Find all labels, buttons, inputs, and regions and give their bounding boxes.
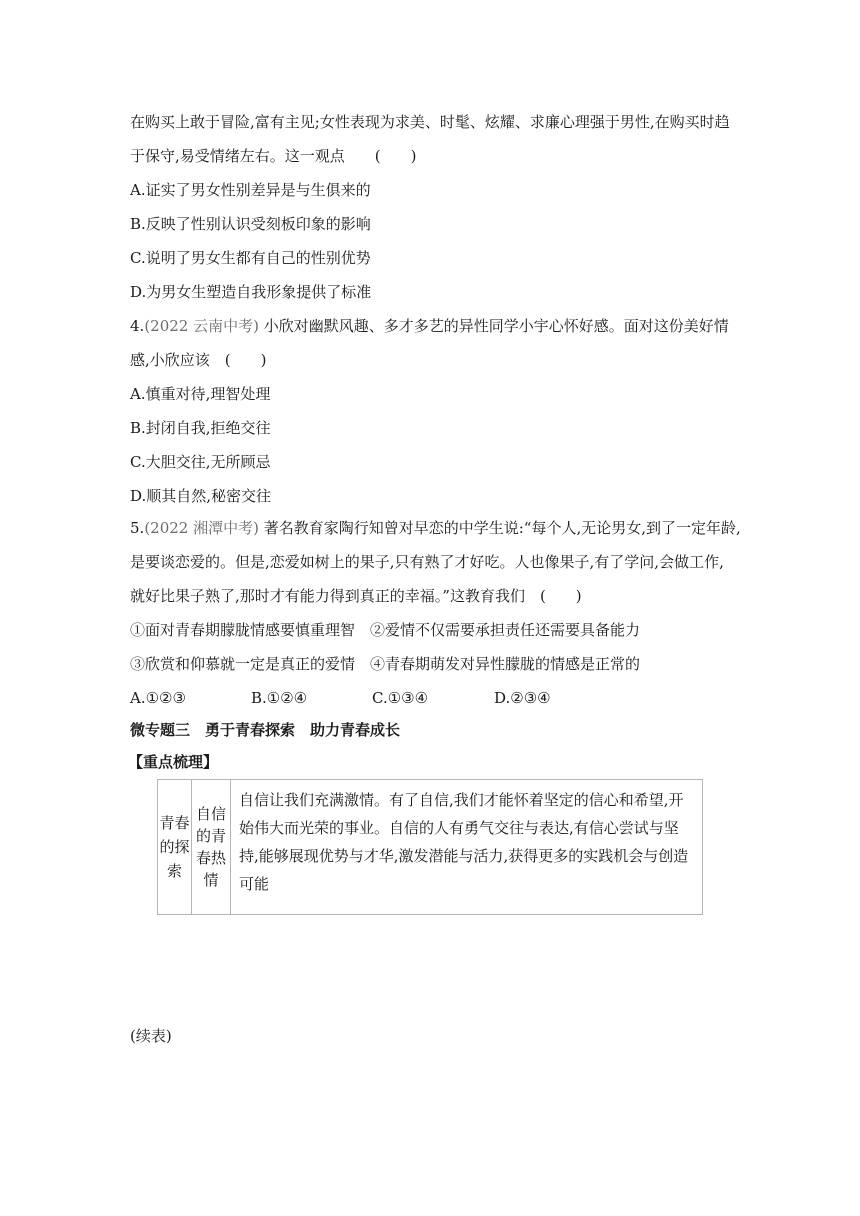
q5-options — [130, 688, 551, 708]
q5-option-c: C.①③④ — [372, 689, 429, 707]
q3-option-b: B.反映了性别认识受刻板印象的影响 — [130, 215, 371, 233]
q3-option-a: A.证实了男女性别差异是与生俱来的 — [130, 181, 371, 199]
q4-option-c: C.大胆交往,无所顾忌 — [130, 453, 271, 471]
q5-line-2: 是要谈恋爱的。但是,恋爱如树上的果子,只有熟了才好吃。人也像果子,有了学问,会做工作, — [130, 553, 724, 571]
q5-line-3: 就好比果子熟了,那时才有能力得到真正的幸福。”这教育我们 ( ) — [130, 587, 582, 605]
q5-option-d: D.②③④ — [494, 689, 551, 707]
q3-line-2: 于保守,易受情绪左右。这一观点 ( ) — [130, 147, 417, 165]
section-title: 微专题三 勇于青春探索 助力青春成长 — [130, 721, 401, 739]
q5-line-1 — [130, 518, 741, 538]
q4-line-2: 感,小欣应该 ( ) — [130, 351, 267, 369]
q3-line-1: 在购买上敢于冒险,富有主见;女性表现为求美、时髦、炫耀、求廉心理强于男性,在购买时趋 — [130, 113, 730, 131]
q5-text: 著名教育家陶行知曾对早恋的中学生说:“每个人,无论男女,到了一定年龄, — [258, 519, 741, 537]
section-subtitle: 【重点梳理】 — [128, 753, 219, 771]
q4-text: 小欣对幽默风趣、多才多艺的异性同学小宇心怀好感。面对这份美好情 — [258, 317, 729, 335]
q3-option-d: D.为男女生塑造自我形象提供了标准 — [130, 283, 372, 301]
q4-option-a: A.慎重对待,理智处理 — [130, 385, 271, 403]
q5-number: 5. — [130, 519, 145, 537]
table-cell-category: 青春的探索 — [158, 780, 192, 915]
q4-option-b: B.封闭自我,拒绝交往 — [130, 419, 271, 437]
q4-source: (2022 云南中考) — [144, 317, 259, 335]
q5-source: (2022 湘潭中考) — [144, 519, 259, 537]
q4-line-1 — [130, 316, 729, 336]
q4-option-d: D.顺其自然,秘密交往 — [130, 487, 272, 505]
q3-option-c: C.说明了男女生都有自己的性别优势 — [130, 249, 371, 267]
q5-option-b: B.①②④ — [251, 689, 308, 707]
q5-statements-1: ①面对青春期朦胧情感要慎重理智 ②爱情不仅需要承担责任还需要具备能力 — [130, 621, 641, 639]
q5-statements-2: ③欣赏和仰慕就一定是真正的爱情 ④青春期萌发对异性朦胧的情感是正常的 — [130, 655, 641, 673]
table-cell-content: 自信让我们充满激情。有了自信,我们才能怀着坚定的信心和希望,开始伟大而光荣的事业。自信的人有勇气交往与表达,有信心尝试与坚持,能够展现优势与才华,激发潜能与活力,获得更多的实践机会与创造可能 — [231, 780, 703, 915]
table-cell-subcategory: 自信的青春热情 — [192, 780, 231, 915]
summary-table — [157, 779, 703, 915]
continued-label: (续表) — [130, 1027, 172, 1045]
table-row — [158, 780, 703, 915]
q4-number: 4. — [130, 317, 145, 335]
q5-option-a: A.①②③ — [130, 689, 186, 707]
